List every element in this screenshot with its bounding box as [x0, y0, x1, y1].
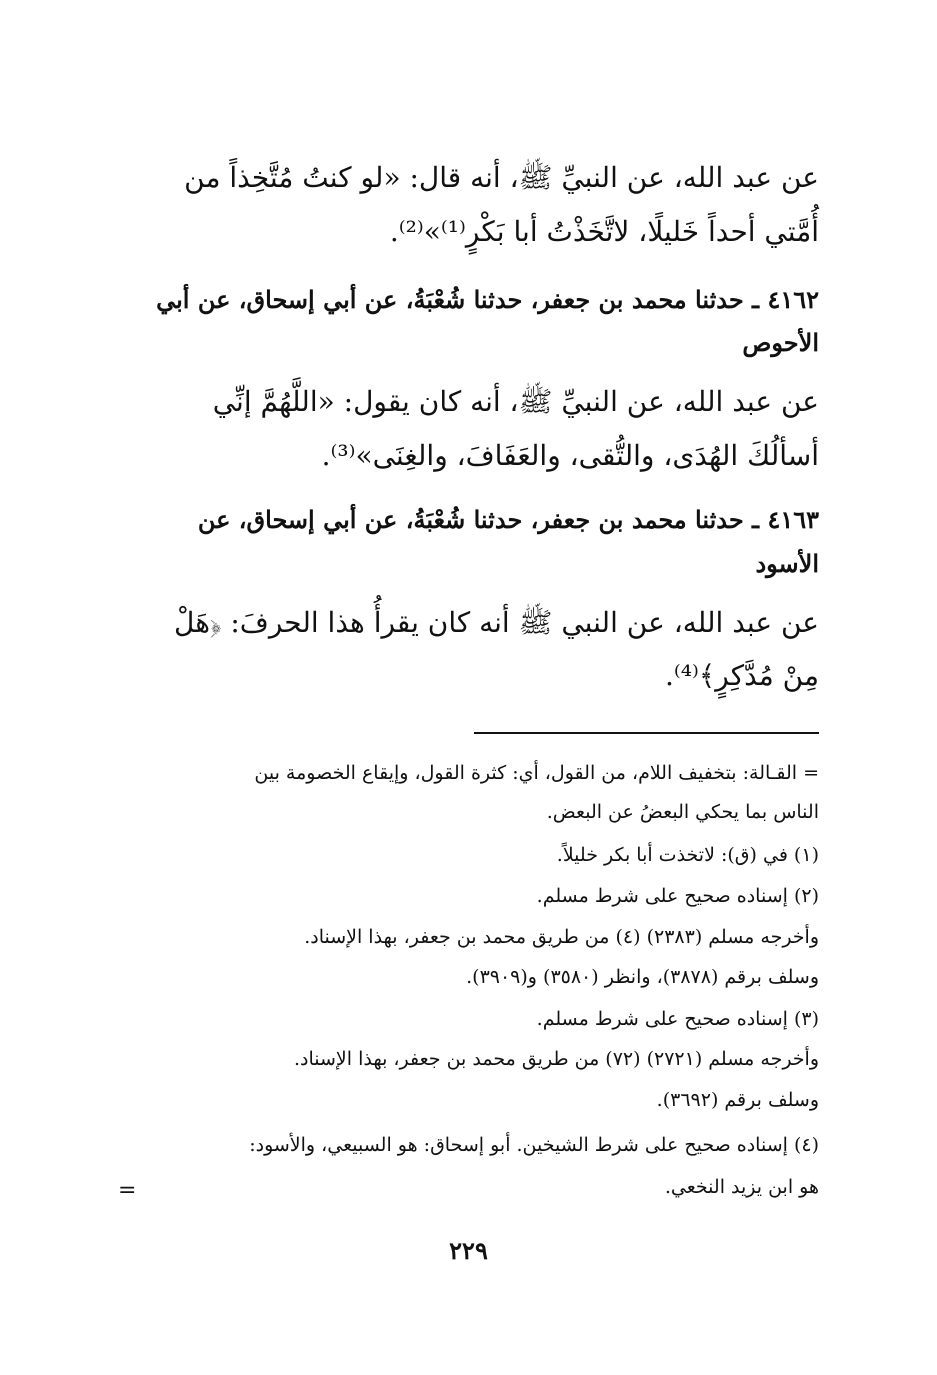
footnote-3: وسلف برقم (٣٦٩٢).	[656, 1089, 819, 1111]
footnote-2: وسلف برقم (٣٨٧٨)، وانظر (٣٥٨٠) و(٣٩٠٩).	[466, 966, 819, 988]
hadith-text-line: أسألُكَ الهُدَى، والتُّقى، والعَفَافَ، والغِنَى»⁽³⁾.	[321, 439, 819, 472]
isnad-4163-line: الأسود	[755, 549, 819, 578]
footnote-3: وأخرجه مسلم (٢٧٢١) (٧٢) من طريق محمد بن جعفر، بهذا الإسناد.	[293, 1048, 819, 1070]
page-number: ٢٢٩	[449, 1236, 488, 1265]
footnote-2: وأخرجه مسلم (٢٣٨٣) (٤) من طريق محمد بن جعفر، بهذا الإسناد.	[304, 926, 819, 948]
footnote-2: (٢) إسناده صحيح على شرط مسلم.	[536, 885, 819, 907]
hadith-text-line: مِنْ مُدَّكِرٍ﴾⁽⁴⁾.	[665, 659, 819, 692]
hadith-text-line: عن عبد الله، عن النبيِّ ﷺ، أنه قال: «لو كنتُ مُتَّخِذاً من	[184, 161, 819, 194]
isnad-4163-line: ٤١٦٣ ـ حدثنا محمد بن جعفر، حدثنا شُعْبَةُ، عن أبي إسحاق، عن	[197, 505, 819, 534]
hadith-text-line: عن عبد الله، عن النبيِّ ﷺ، أنه كان يقول: «اللَّهُمَّ إنِّي	[212, 385, 819, 418]
hadith-text-line: عن عبد الله، عن النبي ﷺ أنه كان يقرأُ هذا الحرفَ: ﴿هَلْ	[173, 606, 819, 639]
footnote-1: (١) في (ق): لاتخذت أبا بكر خليلاً.	[556, 844, 819, 866]
footnote-3: (٣) إسناده صحيح على شرط مسلم.	[536, 1008, 819, 1030]
isnad-4162-line: الأحوص	[742, 328, 819, 357]
isnad-4162-line: ٤١٦٢ ـ حدثنا محمد بن جعفر، حدثنا شُعْبَةُ، عن أبي إسحاق، عن أبي	[156, 285, 819, 314]
hadith-text-line: أُمَّتي أحداً خَليلًا، لاتَّخَذْتُ أبا بَكْرٍ⁽¹⁾»⁽²⁾.	[389, 215, 819, 248]
footnote-continuation: الناس بما يحكي البعضُ عن البعض.	[546, 801, 819, 823]
footnote-separator	[474, 732, 819, 734]
footnote-continuation: = القـالة: بتخفيف اللام، من القول، أي: كثرة القول، وإيقاع الخصومة بين	[254, 762, 819, 784]
footnote-4: هو ابن يزيد النخعي.	[664, 1176, 819, 1198]
footnote-4: (٤) إسناده صحيح على شرط الشيخين. أبو إسحاق: هو السبيعي، والأسود:	[249, 1134, 819, 1156]
footnote-continues-mark: =	[118, 1178, 137, 1203]
